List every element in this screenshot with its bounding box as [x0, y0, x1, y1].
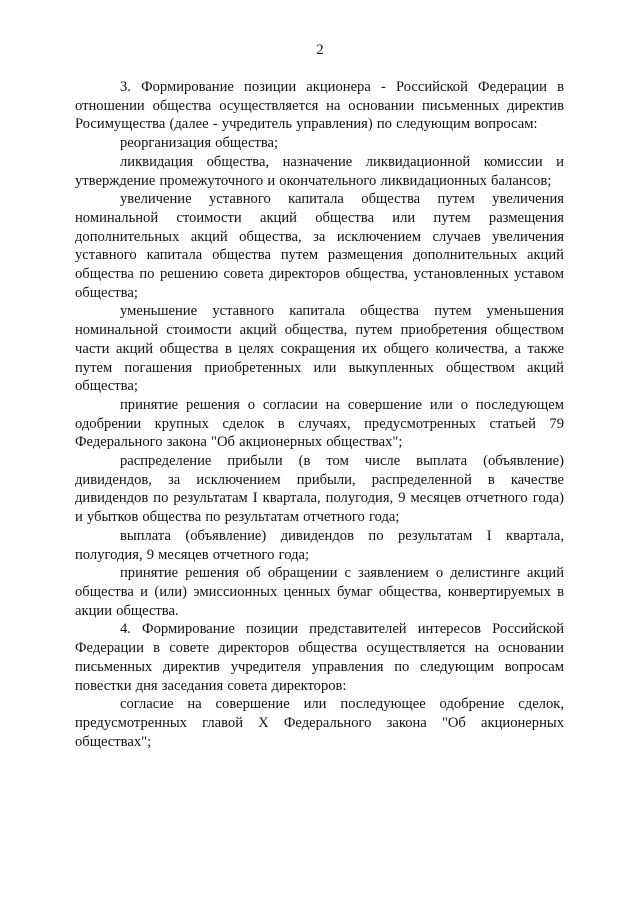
list-item-capital-decrease: уменьшение уставного капитала общества путем уменьшения номинальной стоимости акций общества, путем приобретения обществом части акций общества в целях сокращения их общего количества, а также путем погашения приобретенных или выкупленных обществом акций общества;	[75, 303, 564, 395]
list-item-interested-deals: согласие на совершение или последующее одобрение сделок, предусмотренных главой X Федерального закона "Об акционерных обществах";	[75, 696, 564, 750]
list-item-major-deals: принятие решения о согласии на совершение или о последующем одобрении крупных сделок в случаях, предусмотренных статьей 79 Федерального закона "Об акционерных обществах";	[75, 396, 564, 451]
list-item-liquidation: ликвидация общества, назначение ликвидационной комиссии и утверждение промежуточного и окончательного ликвидационных балансов;	[75, 153, 564, 189]
document-body	[75, 78, 564, 751]
paragraph-3-intro: 3. Формирование позиции акционера - Российской Федерации в отношении общества осуществляется на основании письменных директив Росимущества (далее - учредитель управления) по следующим вопросам:	[75, 79, 564, 133]
list-item-delisting: принятие решения об обращении с заявлением о делистинге акций общества и (или) эмиссионных ценных бумаг общества, конвертируемых в акции общества.	[75, 565, 564, 619]
list-item-reorganization: реорганизация общества;	[120, 135, 279, 152]
list-item-profit-distribution: распределение прибыли (в том числе выплата (объявление) дивидендов, за исключением прибыли, распределенной в качестве дивидендов по результатам I квартала, полугодия, 9 месяцев отчетного года) и убытков общества по результатам отчетного года;	[75, 453, 564, 526]
page-number: 2	[316, 42, 324, 58]
list-item-capital-increase: увеличение уставного капитала общества путем увеличения номинальной стоимости акций общества или путем размещения дополнительных акций общества, за исключением случаев увеличения уставного капитала общества путем размещения дополнительных акций общества по решению совета директоров общества, установленных уставом общества;	[75, 191, 564, 301]
list-item-dividends: выплата (объявление) дивидендов по результатам I квартала, полугодия, 9 месяцев отчетного года;	[75, 527, 564, 563]
paragraph-4-intro: 4. Формирование позиции представителей интересов Российской Федерации в совете директоров общества осуществляется на основании письменных директив учредителя управления по следующим вопросам повестки дня заседания совета директоров:	[75, 621, 564, 694]
